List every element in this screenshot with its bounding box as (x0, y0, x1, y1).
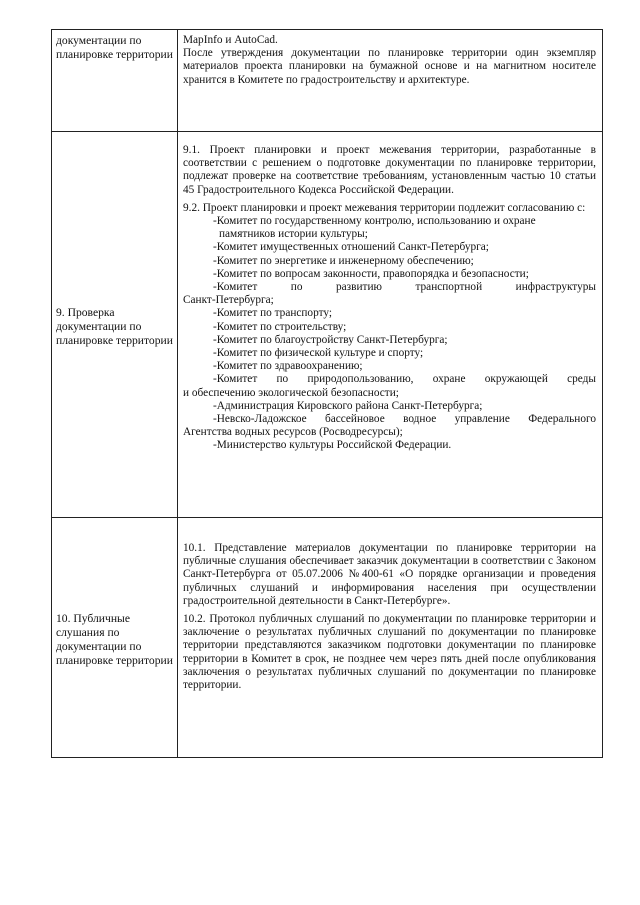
list-item: -Комитет по физической культуре и спорту; (213, 347, 424, 360)
row-content (178, 518, 603, 758)
table-row (52, 518, 603, 758)
row-content (178, 30, 603, 132)
list-item: -Комитет по энергетике и инженерному обеспечению; (213, 254, 474, 267)
list-item: -Администрация Кировского района Санкт-Петербурга; (213, 399, 483, 412)
table-row (52, 132, 603, 518)
row-label: документации по планировке территории (52, 30, 178, 132)
table-row (52, 30, 603, 132)
list-item: -Министерство культуры Российской Федерации. (213, 439, 452, 452)
row-label: 9. Проверка документации по планировке территории (52, 132, 178, 518)
row-content (178, 132, 603, 518)
list-item: -Комитет по благоустройству Санкт-Петербурга; (213, 333, 448, 346)
list-item: Санкт-Петербурга; (183, 294, 274, 307)
list-item: -Комитет по здравоохранению; (213, 360, 363, 373)
list-item: и обеспечению экологической безопасности; (183, 386, 399, 399)
list-item: -Комитет по развитию транспортной инфраструктуры (213, 281, 596, 294)
list-item: -Комитет по государственному контролю, использованию и охране (213, 215, 536, 228)
paragraph: 10.2. Протокол публичных слушаний по документации по планировке территории и заключение о результатах публичных слушаний по документации по планировке территории представляются заказчиком подготовки документации по планировке территории в Комитет в срок, не позднее чем через пять дней после опубликования заключения о результатах публичных слушаний по документации по планировке территории. (183, 613, 596, 692)
list-item: Агентства водных ресурсов (Росводресурсы); (183, 426, 403, 439)
list-item: -Невско-Ладожское бассейновое водное управление Федерального (213, 413, 596, 426)
list-item: -Комитет по транспорту; (213, 307, 333, 320)
list-item: памятников истории культуры; (219, 228, 368, 241)
list-item: -Комитет по природопользованию, охране окружающей среды (213, 373, 596, 386)
row-label: 10. Публичные слушания по документации по планировке территории (52, 518, 178, 758)
paragraph: MapInfo и AutoCad. (183, 34, 278, 46)
list-item: -Комитет по вопросам законности, правопорядка и безопасности; (213, 267, 529, 280)
paragraph: После утверждения документации по планировке территории один экземпляр материалов проекта планировки на бумажной основе и на магнитном носителе хранится в Комитете по градостроительству и архитектуре. (183, 47, 596, 86)
paragraph: 9.1. Проект планировки и проект межевания территории, разработанные в соответствии с решением о подготовке документации по планировке территории, подлежат проверке на соответствие требованиям, установленным частью 10 статьи 45 Градостроительного Кодекса Российской Федерации. (183, 144, 596, 196)
paragraph: 10.1. Представление материалов документации по планировке территории на публичные слушания обеспечивает заказчик документации в соответствии с Законом Санкт-Петербурга от 05.07.2006 №400-61 «О порядке организации и проведения публичных слушаний и информирования населения при осуществлении градостроительной деятельности в Санкт-Петербурге». (183, 542, 596, 607)
paragraph: 9.2. Проект планировки и проект межевания территории подлежит согласованию с: (183, 201, 586, 214)
document-table (51, 29, 603, 758)
list-item: -Комитет имущественных отношений Санкт-Петербурга; (213, 241, 489, 254)
list-item: -Комитет по строительству; (213, 320, 347, 333)
